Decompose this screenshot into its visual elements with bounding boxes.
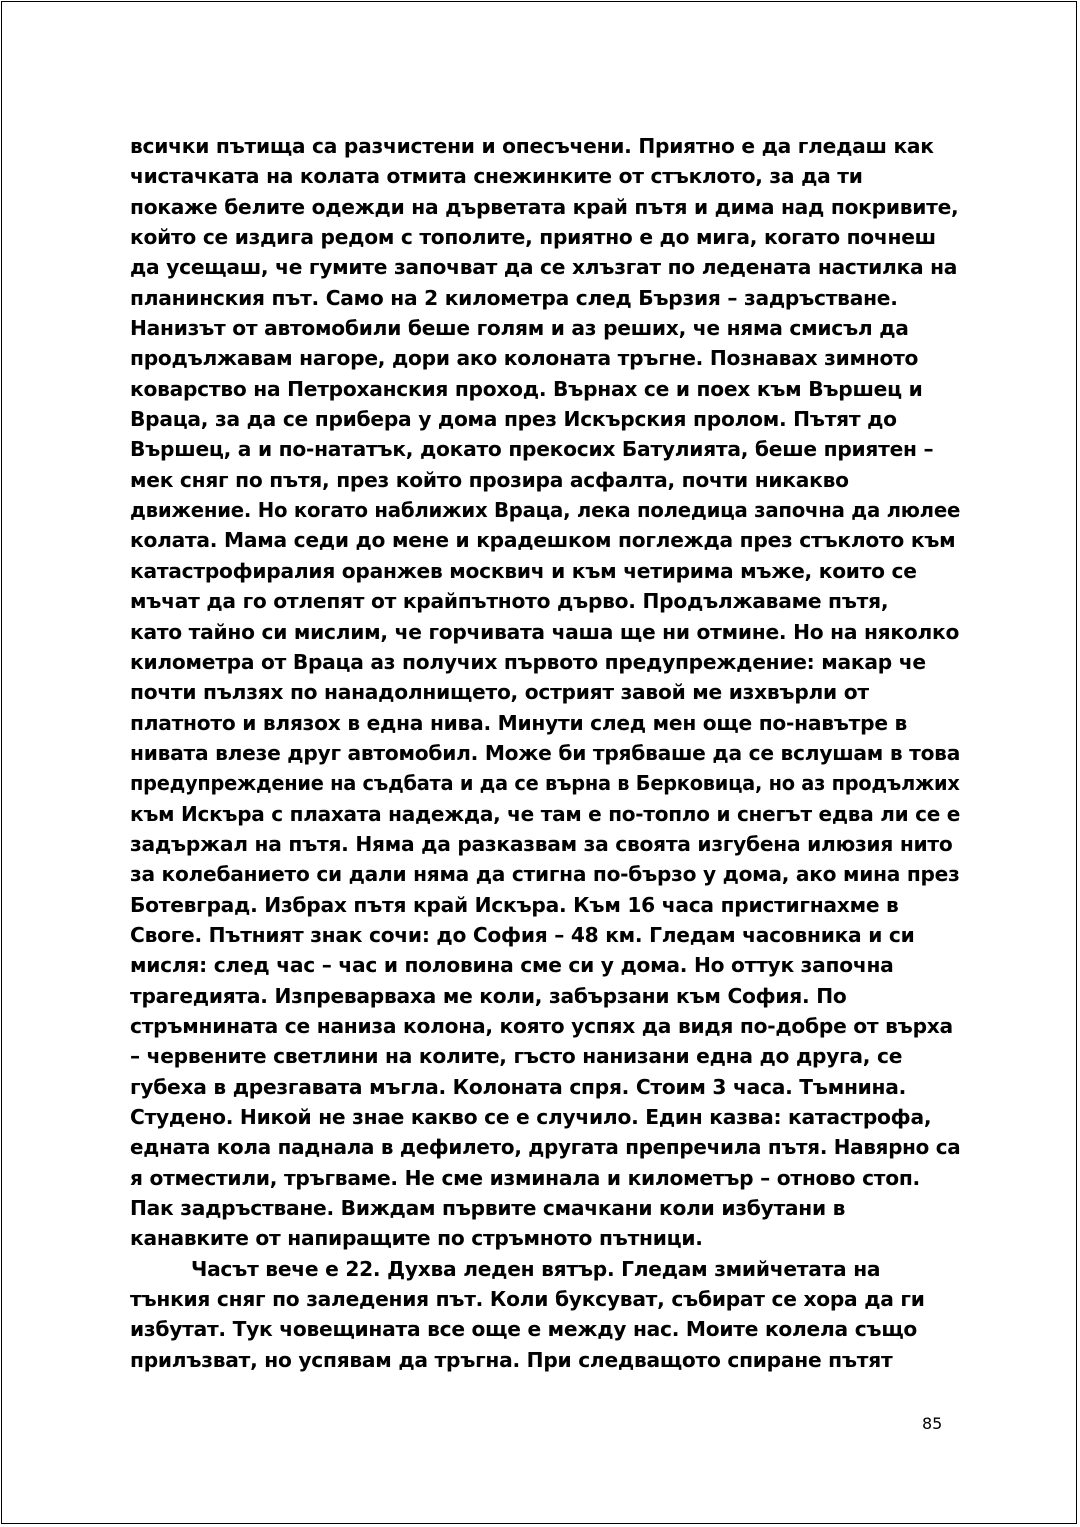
text-line: Враца, за да се прибера у дома през Искърския пролом. Пътят до xyxy=(130,407,897,432)
text-line: мек сняг по пътя, през който прозира асфалта, почти никакво xyxy=(130,467,849,492)
text-line: прилъзват, но успявам да тръгна. При следващото спиране пътят xyxy=(130,1347,893,1372)
text-line: Нанизът от автомобили беше голям и аз реших, че няма смисъл да xyxy=(130,316,909,341)
text-line: канавките от напиращите по стръмното пътници. xyxy=(130,1226,703,1251)
body-text xyxy=(130,131,960,1375)
text-line: трагедията. Изпреварваха ме коли, забързани към София. По xyxy=(130,983,847,1008)
text-line: чистачката на колата отмита снежинките от стъклото, за да ти xyxy=(130,164,863,189)
text-line: Ботевград. Избрах пътя край Искъра. Към 16 часа пристигнахме в xyxy=(130,892,899,917)
text-line: – червените светлини на колите, гъсто нанизани една до друга, се xyxy=(130,1044,903,1069)
text-line: катастрофиралия оранжев москвич и към четирима мъже, които се xyxy=(130,558,917,583)
text-line: почти пълзях по нанадолнището, острият завой ме изхвърли от xyxy=(130,680,869,705)
text-line: всички пътища са разчистени и опесъчени. Приятно е да гледаш как xyxy=(130,134,934,158)
text-line: движение. Но когато наближих Враца, лека поледица започна да люлее xyxy=(130,498,961,523)
text-line: километра от Враца аз получих първото предупреждение: макар че xyxy=(130,649,926,674)
text-line: за колебанието си дали няма да стигна по-бързо у дома, ако мина през xyxy=(130,862,960,887)
text-line: да усещаш, че гумите започват да се хлъзгат по ледената настилка на xyxy=(130,255,958,280)
text-line: продължавам нагоре, дори ако колоната тръгне. Познавах зимното xyxy=(130,346,919,371)
text-line: Студено. Никой не знае какво се е случило. Един казва: катастрофа, xyxy=(130,1105,932,1129)
text-line: тънкия сняг по заледения път. Коли буксуват, събират се хора да ги xyxy=(130,1287,925,1312)
text-line: избутат. Тук човещината все още е между нас. Моите колела също xyxy=(130,1317,918,1342)
text-line: колата. Мама седи до мене и крадешком поглежда през стъклото към xyxy=(130,528,956,553)
paragraph-first-line: Часът вече е 22. Духва леден вятър. Гледам змийчетата на xyxy=(191,1256,881,1281)
text-line: платното и влязох в една нива. Минути след мен още по-навътре в xyxy=(130,710,908,735)
text-line: нивата влезе друг автомобил. Може би трябваше да се вслушам в това xyxy=(130,740,961,765)
text-line: който се издига редом с тополите, приятно е до мига, когато почнеш xyxy=(130,225,936,250)
book-page xyxy=(1,1,1077,1524)
text-line: покаже белите одежди на дърветата край пътя и дима над покривите, xyxy=(130,194,959,219)
text-line: едната кола паднала в дефилето, другата препречила пътя. Навярно са xyxy=(130,1135,961,1160)
text-line: мъчат да го отлепят от крайпътното дърво. Продължаваме пътя, xyxy=(130,589,889,614)
text-line: като тайно си мислим, че горчивата чаша ще ни отмине. Но на няколко xyxy=(130,619,960,644)
text-line: мисля: след час – час и половина сме си у дома. Но оттук започна xyxy=(130,953,894,978)
text-line: губеха в дрезгавата мъгла. Колоната спря. Стоим 3 часа. Тъмнина. xyxy=(130,1074,907,1099)
text-line: Вършец, а и по-нататък, докато прекосих Батулията, беше приятен – xyxy=(130,437,934,462)
text-line: коварство на Петроханския проход. Върнах се и поех към Вършец и xyxy=(130,376,923,401)
text-line: стръмнината се наниза колона, която успях да видя по-добре от върха xyxy=(130,1013,953,1038)
text-line: Пак задръстване. Виждам първите смачкани коли избутани в xyxy=(130,1196,846,1221)
text-line: към Искъра с плахата надежда, че там е по-топло и снегът едва ли се е xyxy=(130,801,961,826)
text-line: Своге. Пътният знак сочи: до София – 48 км. Гледам часовника и си xyxy=(130,922,915,947)
page-number: 85 xyxy=(922,1414,943,1433)
text-line: задържал на пътя. Няма да разказвам за своята изгубена илюзия нито xyxy=(130,831,953,856)
text-line: планинския път. Само на 2 километра след Бързия – задръстване. xyxy=(130,285,898,310)
text-line: предупреждение на съдбата и да се върна в Берковица, но аз продължих xyxy=(130,771,960,796)
text-line: я отместили, тръгваме. Не сме изминала и километър – отново стоп. xyxy=(130,1165,920,1190)
